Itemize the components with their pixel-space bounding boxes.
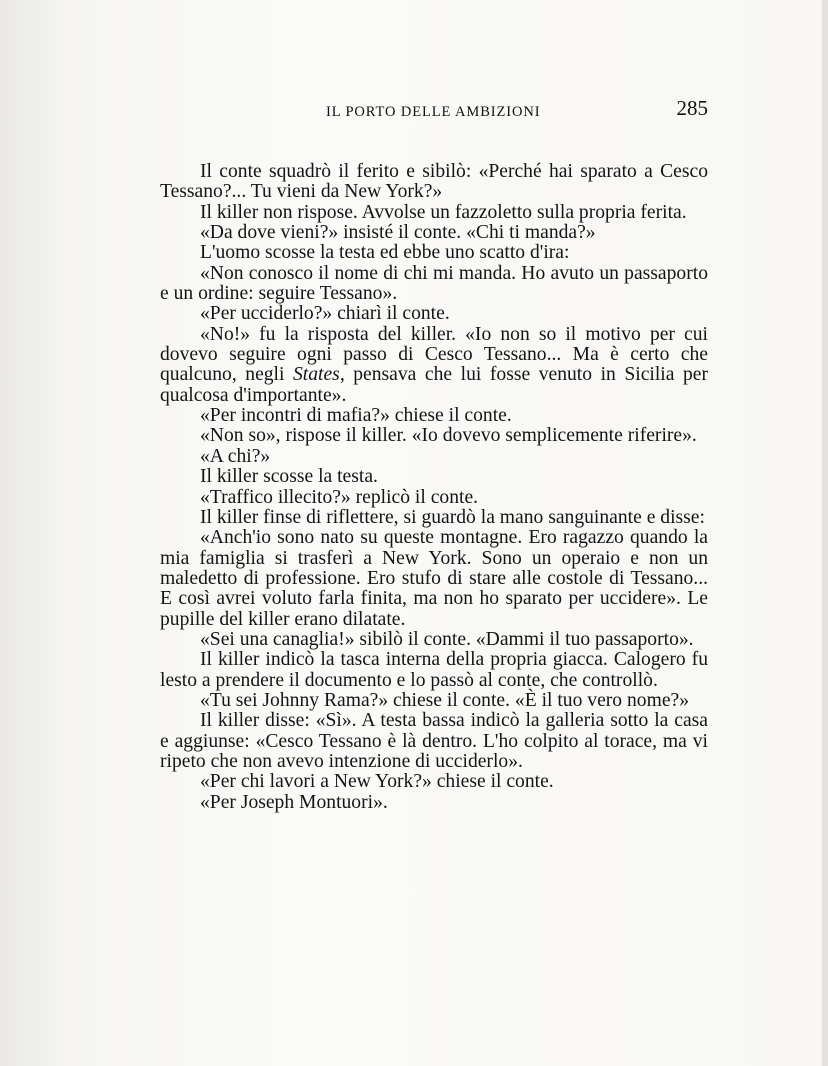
paragraph: «Traffico illecito?» replicò il conte. <box>200 486 479 508</box>
page-number: 285 <box>676 96 708 120</box>
paragraph: L'uomo scosse la testa ed ebbe uno scatto d'ira: <box>200 242 570 264</box>
paragraph: «Anch'io sono nato su queste montagne. Ero ragazzo quando la mia famiglia si trasferì a New York. Sono un operaio e non un maledetto di professione. Ero stufo di stare alle costole di Tessano... E così avrei voluto farla finita, ma non ho sparato per uccidere». Le pupille del killer erano dilatate. <box>160 527 708 630</box>
paragraph: Il killer indicò la tasca interna della propria giacca. Calogero fu lesto a prendere il documento e lo passò al conte, che controllò. <box>160 649 708 691</box>
paragraph: Il killer scosse la testa. <box>200 466 378 488</box>
paragraph: «Da dove vieni?» insisté il conte. «Chi ti manda?» <box>200 222 596 244</box>
body-text <box>160 162 708 813</box>
paragraph: «Per chi lavori a New York?» chiese il conte. <box>200 771 554 793</box>
paragraph: Il killer non rispose. Avvolse un fazzoletto sulla propria ferita. <box>200 201 687 223</box>
page-edge-shadow <box>822 0 828 1066</box>
paragraph <box>160 325 708 406</box>
running-title: IL PORTO DELLE AMBIZIONI <box>326 104 541 120</box>
paragraph: Il conte squadrò il ferito e sibilò: «Perché hai sparato a Cesco Tessano?... Tu vieni da New York?» <box>160 161 708 203</box>
italic-word: States <box>293 364 340 386</box>
paragraph: «A chi?» <box>200 445 271 467</box>
paragraph: «Non so», rispose il killer. «Io dovevo semplicemente riferire». <box>200 425 697 447</box>
paragraph: «Sei una canaglia!» sibilò il conte. «Dammi il tuo passaporto». <box>200 628 694 650</box>
paragraph: «Per incontri di mafia?» chiese il conte. <box>200 405 512 427</box>
paragraph: «Tu sei Johnny Rama?» chiese il conte. «È il tuo vero nome?» <box>200 689 690 711</box>
page-header <box>160 96 708 126</box>
paragraph-text: , pensava che lui fosse venuto in Sicilia per qualcosa d'importante». <box>160 364 708 406</box>
paragraph: «Per ucciderlo?» chiarì il conte. <box>200 303 450 325</box>
paragraph: Il killer disse: «Sì». A testa bassa indicò la galleria sotto la casa e aggiunse: «Cesco Tessano è là dentro. L'ho colpito al torace, ma vi ripeto che non avevo intenzione di ucciderlo». <box>160 710 708 772</box>
paragraph-text: «No!» fu la risposta del killer. «Io non so il motivo per cui dovevo seguire ogni passo di Cesco Tessano... Ma è certo che qualcuno, negli <box>160 323 708 386</box>
paragraph: «Per Joseph Montuori». <box>200 791 388 813</box>
paragraph: «Non conosco il nome di chi mi manda. Ho avuto un passaporto e un ordine: seguire Tessano». <box>160 262 708 305</box>
paragraph: Il killer finse di riflettere, si guardò la mano sanguinante e disse: <box>200 506 705 528</box>
